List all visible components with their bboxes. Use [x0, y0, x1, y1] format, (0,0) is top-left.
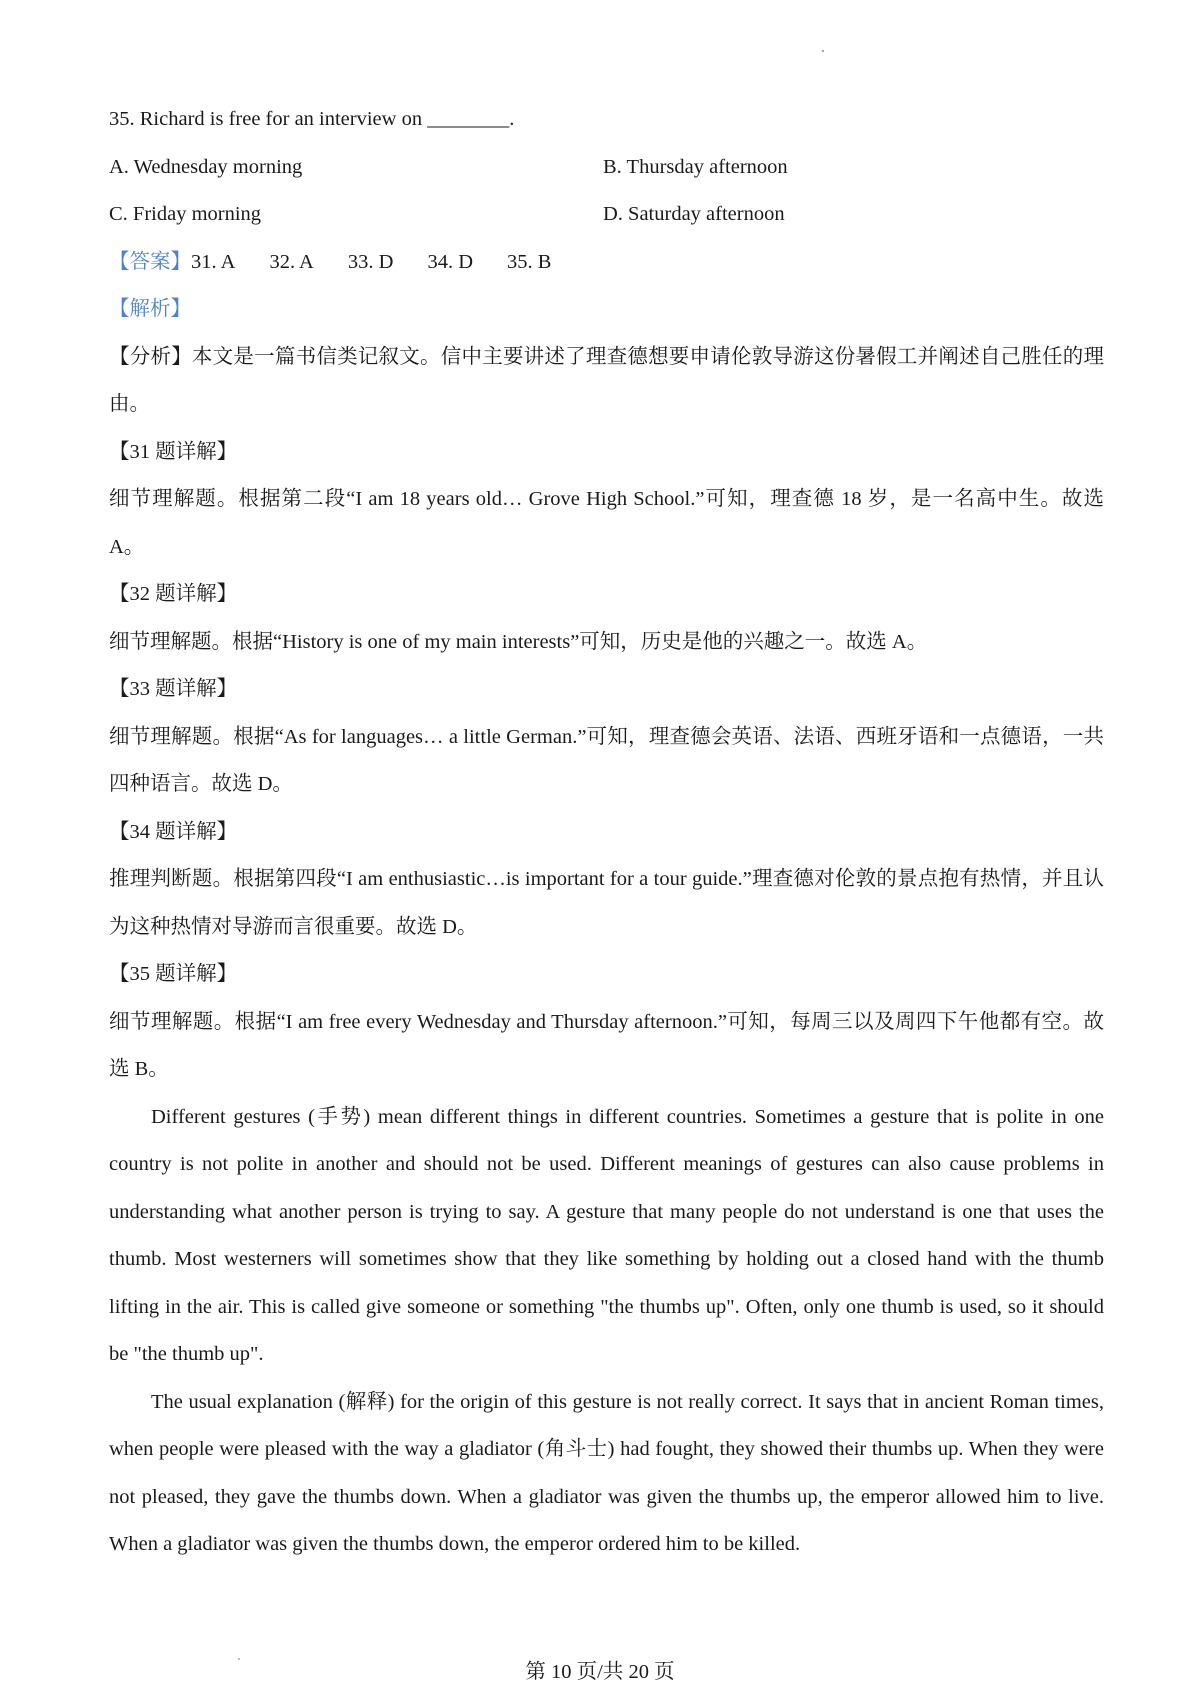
answer-item: 34. D	[427, 250, 473, 273]
summary-paragraph: 【分析】本文是一篇书信类记叙文。信中主要讲述了理查德想要申请伦敦导游这份暑假工并阐述自己胜任的理由。	[109, 345, 1104, 415]
scan-speck	[822, 50, 824, 52]
page-content	[109, 96, 1104, 1569]
answer-item: 31. A	[191, 250, 236, 273]
analysis-label: 【解析】	[109, 298, 191, 320]
detail-heading-31: 【31 题详解】	[109, 440, 238, 463]
passage-paragraph-1: Different gestures (手势) mean different things in different countries. Sometimes a gesture that is polite in one country is not polite in another and should not be used. Different meanings of gestures can also cause problems in understanding what another person is trying to say. A gesture that many people do not understand is one that uses the thumb. Most westerners will sometimes show that they like something by holding out a closed hand with the thumb lifting in the air. This is called give someone or something "the thumbs up". Often, only one thumb is used, so it should be "the thumb up".	[109, 1105, 1104, 1365]
answer-line	[109, 239, 1104, 287]
options-row-2	[109, 191, 1104, 239]
passage-paragraph-2: The usual explanation (解释) for the origin of this gesture is not really correct. It says that in ancient Roman times, when people were pleased with the way a gladiator (角斗士) had fought, they showed their thumbs up. When they were not pleased, they gave the thumbs down. When a gladiator was given the thumbs up, the emperor allowed him to live. When a gladiator was given the thumbs down, the emperor ordered him to be killed.	[109, 1390, 1104, 1555]
answer-label: 【答案】	[109, 250, 191, 273]
detail-heading-32: 【32 题详解】	[109, 583, 238, 605]
answer-item: 33. D	[347, 250, 394, 273]
question-stem: 35. Richard is free for an interview on ________.	[109, 108, 515, 130]
option-a: A. Wednesday morning	[109, 155, 303, 178]
option-c: C. Friday morning	[109, 203, 262, 225]
option-b: B. Thursday afternoon	[603, 155, 788, 178]
detail-text-31: 细节理解题。根据第二段“I am 18 years old… Grove High School.”可知，理查德 18 岁，是一名高中生。故选 A。	[109, 488, 1104, 558]
detail-text-34: 推理判断题。根据第四段“I am enthusiastic…is important for a tour guide.”理查德对伦敦的景点抱有热情，并且认为这种热情对导游而言很重要。故选 D。	[109, 868, 1104, 938]
options-row-1	[109, 144, 1104, 192]
detail-text-32: 细节理解题。根据“History is one of my main interests”可知，历史是他的兴趣之一。故选 A。	[109, 630, 928, 653]
option-d: D. Saturday afternoon	[603, 203, 785, 225]
detail-heading-33: 【33 题详解】	[109, 678, 238, 700]
detail-text-33: 细节理解题。根据“As for languages… a little German.”可知，理查德会英语、法语、西班牙语和一点德语，一共四种语言。故选 D。	[109, 725, 1104, 795]
detail-heading-34: 【34 题详解】	[109, 820, 238, 843]
detail-text-35: 细节理解题。根据“I am free every Wednesday and Thursday afternoon.”可知，每周三以及周四下午他都有空。故选 B。	[109, 1010, 1104, 1080]
page-footer: 第 10 页/共 20 页	[525, 1661, 675, 1683]
detail-heading-35: 【35 题详解】	[109, 963, 238, 985]
answer-item: 32. A	[269, 250, 314, 273]
answer-item: 35. B	[507, 250, 552, 273]
